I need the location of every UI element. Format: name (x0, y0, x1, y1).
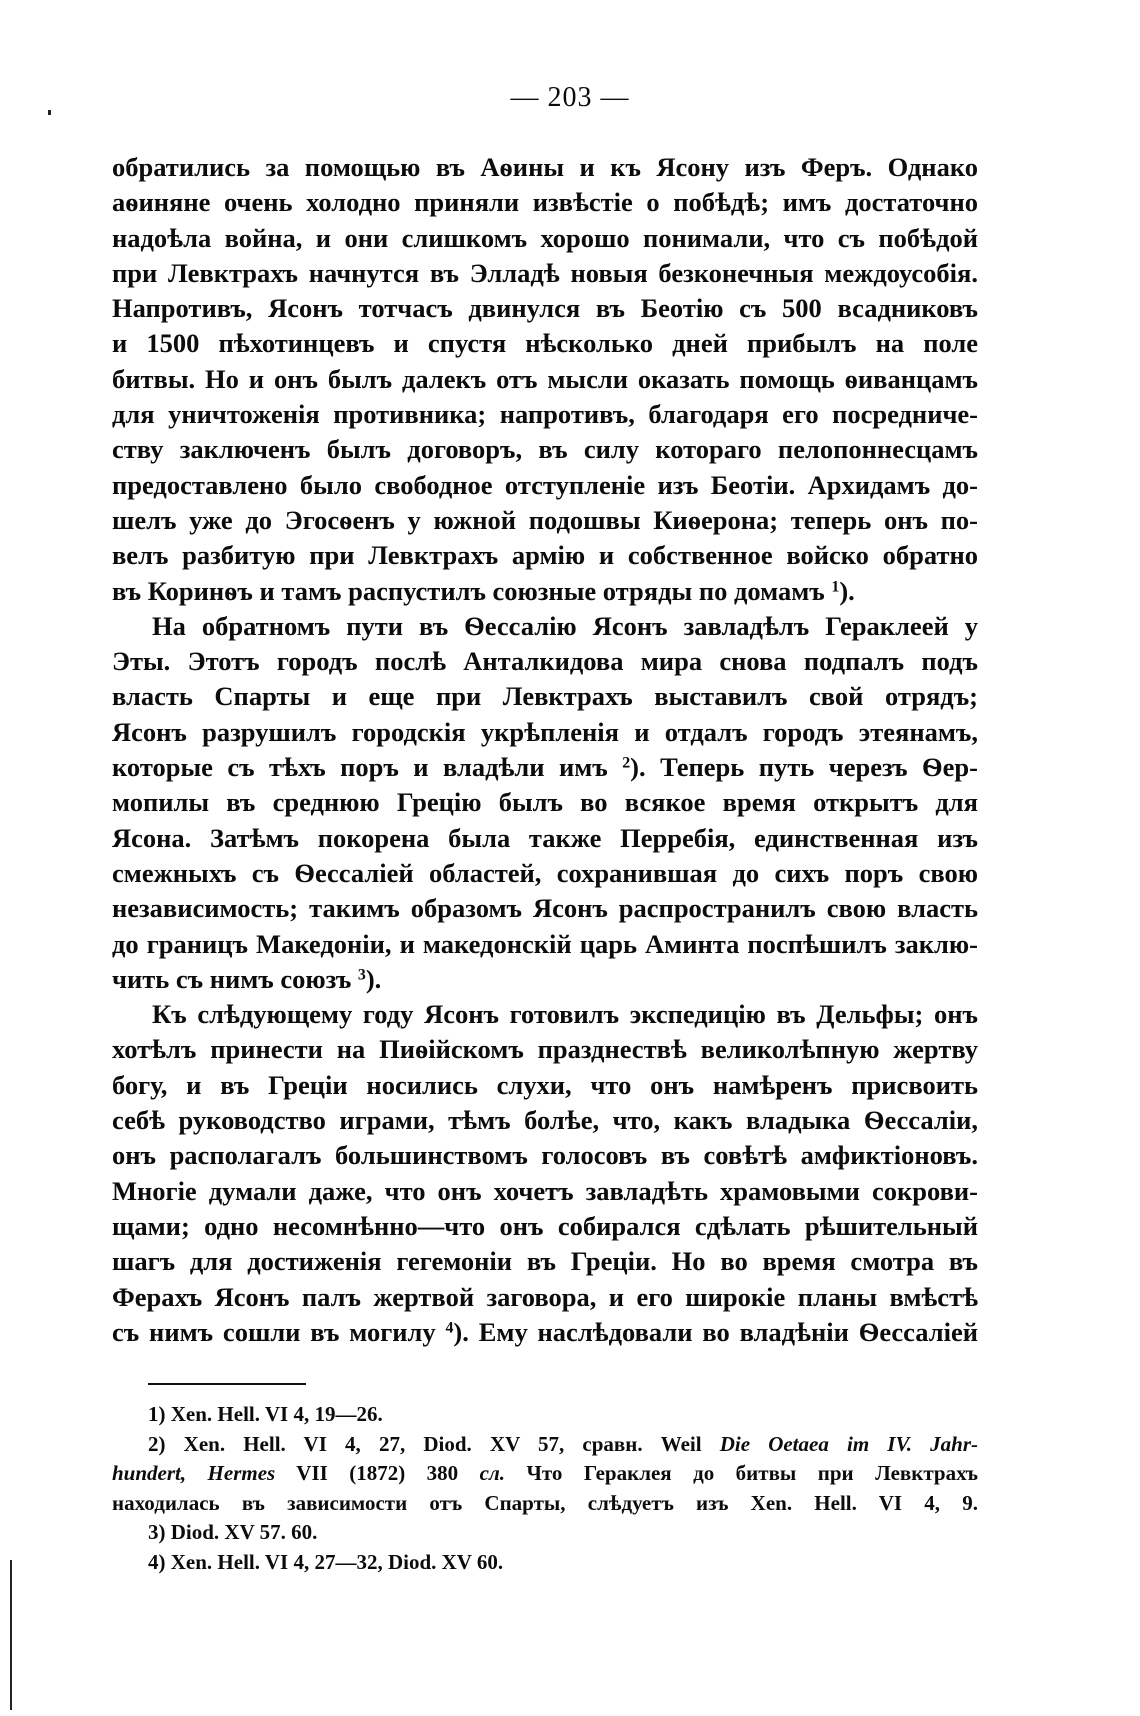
text-line: надоѣла война, и они слишкомъ хорошо понимали, что съ побѣдой (112, 222, 978, 253)
footnote-mark: 4) (148, 1549, 166, 1574)
text-line: для уничтоженія противника; напротивъ, благодаря его посредниче- (112, 399, 978, 430)
text-segment: въ Коринѳъ и тамъ распустилъ союзные отряды по домамъ (112, 575, 825, 606)
text-line: онъ располагалъ большинствомъ голосовъ въ совѣтѣ амфиктіоновъ. (112, 1140, 978, 1171)
footnote-mark: 3) (148, 1520, 166, 1544)
footnote-text: Diod. XV 57. 60. (170, 1520, 318, 1544)
text-line: чить съ нимъ союзъ $^3$). (112, 963, 382, 994)
text-line: Напротивъ, Ясонъ тотчасъ двинулся въ Беотію съ 500 всадниковъ (112, 293, 978, 324)
text-line: себѣ руководство играми, тѣмъ болѣе, что, какъ владыка Ѳессаліи, (112, 1105, 978, 1136)
text-line: обратились за помощью въ Аѳины и къ Ясону изъ Феръ. Однако (112, 152, 978, 182)
text-line: На обратномъ пути въ Ѳессалію Ясонъ завладѣлъ Гераклеей у (152, 610, 978, 641)
footnote-abbrev: сл. (479, 1461, 505, 1485)
text-line: власть Спарты и еще при Левктрахъ выставилъ свой отрядъ; (112, 681, 978, 712)
text-line: съ нимъ сошли въ могилу $^4$). Ему наслѣдовали во владѣніи Ѳессаліей (112, 1316, 978, 1347)
footnote-text: Xen. Hell. VI 4, 19—26. (170, 1402, 383, 1426)
text-line: которые съ тѣхъ поръ и владѣли имъ $^2$). Теперь путь черезъ Ѳер- (112, 752, 978, 783)
footnote-title: hundert, Hermes (112, 1461, 276, 1485)
text-segment: чить съ нимъ союзъ (112, 963, 352, 994)
text-segment: Теперь путь черезъ Ѳер- (660, 752, 978, 783)
footnote-ref: 4 (445, 1319, 454, 1337)
text-line: предоставлено было свободное отступленіе изъ Беотіи. Архидамъ до- (112, 469, 978, 500)
footnote-divider (148, 1383, 306, 1385)
text-segment: Ему наслѣдовали во владѣніи Ѳессаліей (478, 1316, 978, 1347)
footnote-title: Die Oetaea im IV. Jahr- (719, 1431, 979, 1456)
text-line: мопилы въ среднюю Грецію былъ во всякое время открытъ для (112, 787, 978, 818)
text-line: Эты. Этотъ городъ послѣ Анталкидова мира снова подпалъ подъ (112, 646, 978, 677)
text-line: шагъ для достиженія гегемоніи въ Греціи. Но во время смотра въ (112, 1246, 978, 1277)
footnote-1 (148, 1400, 978, 1430)
text-line: шелъ уже до Эгосѳенъ у южной подошвы Киѳерона; теперь онъ по- (112, 504, 978, 535)
text-line: при Левктрахъ начнутся въ Элладѣ новыя безконечныя междоусобія. (112, 257, 978, 288)
footnote-mark: 2) (148, 1431, 166, 1456)
text-line: аѳиняне очень холодно приняли извѣстіе о побѣдѣ; имъ достаточно (112, 187, 978, 218)
footnotes (112, 1400, 979, 1577)
page-number: — 203 — (510, 82, 630, 113)
footnote-4 (148, 1548, 978, 1578)
footnote-2-line-2 (112, 1459, 978, 1489)
text-line: въ Коринѳъ и тамъ распустилъ союзные отряды по домамъ $^1$). (112, 575, 855, 606)
text-line: независимость; такимъ образомъ Ясонъ распространилъ свою власть (112, 893, 978, 924)
footnote-ref: 1 (831, 577, 840, 595)
footnote-3 (148, 1518, 978, 1548)
text-line: хотѣлъ принести на Пиѳійскомъ празднествѣ великолѣпную жертву (112, 1034, 978, 1065)
text-line: смежныхъ съ Ѳессаліей областей, сохранившая до сихъ поръ свою (112, 857, 978, 888)
footnote-text: VII (1872) 380 (296, 1461, 459, 1485)
text-line: ству заключенъ былъ договоръ, въ силу котораго пелопоннесцамъ (112, 434, 978, 465)
text-line: Ферахъ Ясонъ палъ жертвой заговора, и его широкіе планы вмѣстѣ (112, 1281, 978, 1312)
footnote-ref: 2 (622, 754, 631, 772)
scan-speck (48, 110, 51, 115)
text-line: и 1500 пѣхотинцевъ и спустя нѣсколько дней прибылъ на поле (112, 328, 978, 359)
text-line: Многіе думали даже, что онъ хочетъ завладѣть храмовыми сокрови- (112, 1175, 978, 1206)
footnote-text: Xen. Hell. VI 4, 27—32, Diod. XV 60. (170, 1549, 504, 1574)
text-line: Ясонъ разрушилъ городскія укрѣпленія и отдалъ городъ этеянамъ, (112, 716, 978, 747)
footnote-2 (148, 1430, 978, 1460)
text-line: богу, и въ Греціи носились слухи, что онъ намѣренъ присвоить (112, 1069, 978, 1100)
footnote-ref: 3 (357, 966, 366, 984)
text-line: до границъ Македоніи, и македонскій царь Аминта поспѣшилъ заклю- (112, 928, 978, 959)
footnote-2-line-3: находилась въ зависимости отъ Спарты, слѣдуетъ изъ Xen. Hell. VI 4, 9. (112, 1490, 978, 1515)
footnote-text: Xen. Hell. VI 4, 27, Diod. XV 57, сравн. Weil (183, 1431, 702, 1456)
text-line: щами; одно несомнѣнно—что онъ собирался сдѣлать рѣшительный (112, 1210, 978, 1241)
text-segment: которые съ тѣхъ поръ и владѣли имъ (112, 752, 608, 783)
text-line: велъ разбитую при Левктрахъ армію и собственное войско обратно (112, 540, 978, 571)
text-segment: съ нимъ сошли въ могилу (112, 1316, 436, 1347)
body-text (112, 150, 978, 1350)
text-line: Къ слѣдующему году Ясонъ готовилъ экспедицію въ Дельфы; онъ (152, 999, 978, 1030)
text-line: Ясона. Затѣмъ покорена была также Перребія, единственная изъ (112, 822, 978, 853)
scan-edge-mark (10, 1560, 12, 1710)
footnote-mark: 1) (148, 1402, 166, 1426)
footnote-text: Что Гераклея до битвы при Левктрахъ (526, 1461, 979, 1485)
text-line: битвы. Но и онъ былъ далекъ отъ мысли оказать помощь ѳиванцамъ (112, 363, 978, 394)
